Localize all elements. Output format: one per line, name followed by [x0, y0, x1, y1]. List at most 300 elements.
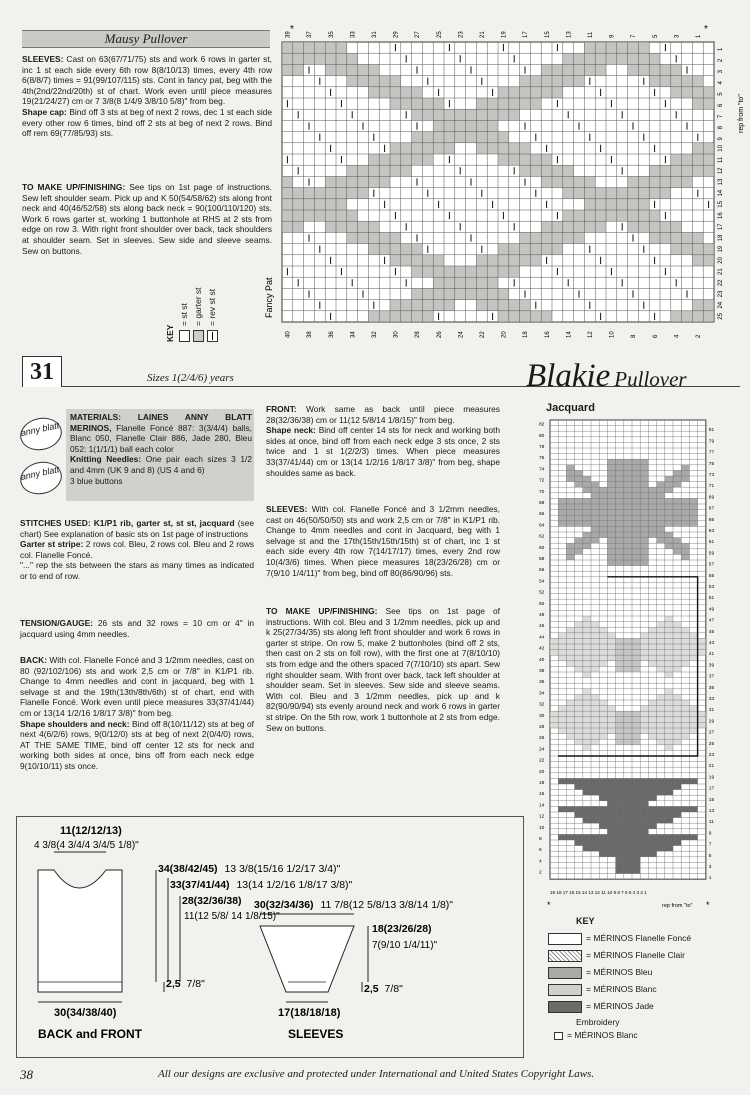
- jacquard-cell: [616, 470, 624, 476]
- mausy-key-title: KEY: [165, 324, 175, 342]
- jacquard-cell: [566, 515, 574, 521]
- jacquard-cell: [591, 504, 599, 510]
- mausy-row-label: 15: [718, 201, 724, 208]
- jacquard-cell: [632, 739, 640, 745]
- mausy-key-row: [179, 282, 193, 342]
- jacquard-cell: [648, 722, 656, 728]
- jacquard-cell: [624, 538, 632, 544]
- rib-inches: 7/8": [186, 978, 205, 990]
- jacquard-row-label: 58: [539, 557, 545, 562]
- neck-text: Bind off center 14 sts for neck and working both sides at once, bind off from each neck edge 3 sts once, 2 sts twice and 1 st 1(2/2/3) times. When piece measures 33(37/41/44) cm or 13(14 1/2/16 1/8/17 3/8)" from beg, shape shouldes same as back.: [266, 425, 500, 478]
- jacquard-cell: [648, 778, 656, 784]
- mausy-cell: [563, 176, 574, 187]
- mausy-col-label: 6: [652, 334, 659, 338]
- mausy-col-label: 20: [501, 331, 508, 338]
- jacquard-cell: [632, 549, 640, 555]
- mausy-cell: [541, 232, 552, 243]
- mausy-col-label: 33: [350, 31, 357, 38]
- jacquard-cell: [673, 734, 681, 740]
- jacquard-cell: [640, 498, 648, 504]
- jacquard-cell: [689, 498, 697, 504]
- jacquard-cell: [607, 801, 615, 807]
- jacquard-cell: [566, 644, 574, 650]
- mausy-cell: [649, 188, 660, 199]
- mausy-cell: [584, 199, 595, 210]
- jacquard-cell: [607, 846, 615, 852]
- mausy-cell: [595, 53, 606, 64]
- mausy-cell: [401, 255, 412, 266]
- jacquard-cell: [632, 661, 640, 667]
- jacquard-cell: [632, 722, 640, 728]
- blakie-key-item: = MÉRINOS Jade: [586, 1001, 654, 1011]
- mausy-cell: [541, 176, 552, 187]
- mausy-right-labels: [718, 47, 724, 320]
- jacquard-cell: [616, 711, 624, 717]
- mausy-shape-cap-label: Shape cap:: [22, 106, 67, 117]
- jacquard-cell: [648, 498, 656, 504]
- jacquard-cell: [616, 543, 624, 549]
- jacquard-cell: [665, 784, 673, 790]
- jacquard-cell: [624, 829, 632, 835]
- jacquard-cell: [550, 717, 558, 723]
- jacquard-cell: [640, 526, 648, 532]
- mausy-cell: [282, 221, 293, 232]
- jacquard-cell: [648, 834, 656, 840]
- mausy-cell: [530, 311, 541, 322]
- jacquard-cell: [640, 493, 648, 499]
- jacquard-cell: [591, 493, 599, 499]
- jacquard-cell: [681, 549, 689, 555]
- jacquard-cell: [616, 868, 624, 874]
- jacquard-cell: [648, 655, 656, 661]
- mausy-cell: [422, 266, 433, 277]
- jacquard-cell: [624, 790, 632, 796]
- mausy-col-label: 35: [328, 31, 335, 38]
- mausy-cell: [358, 165, 369, 176]
- mausy-cell: [541, 76, 552, 87]
- mausy-cell: [368, 87, 379, 98]
- jacquard-cell: [566, 470, 574, 476]
- jacquard-cell: [632, 795, 640, 801]
- mausy-col-label: 3: [674, 34, 681, 38]
- mausy-cell: [703, 143, 714, 154]
- jacquard-cell: [599, 840, 607, 846]
- mausy-cell: [563, 188, 574, 199]
- jacquard-cell: [607, 829, 615, 835]
- mausy-cell: [595, 221, 606, 232]
- jacquard-cell: [624, 823, 632, 829]
- jacquard-cell: [632, 823, 640, 829]
- jacquard-cell: [698, 717, 706, 723]
- mausy-cell: [628, 42, 639, 53]
- jacquard-cell: [599, 706, 607, 712]
- jacquard-cell: [550, 650, 558, 656]
- mausy-cell: [444, 300, 455, 311]
- mausy-cell: [617, 199, 628, 210]
- jacquard-row-label: 28: [539, 725, 545, 730]
- mausy-cell: [671, 154, 682, 165]
- mausy-cell: [692, 87, 703, 98]
- jacquard-cell: [632, 812, 640, 818]
- jacquard-cell: [583, 806, 591, 812]
- jacquard-cell: [583, 498, 591, 504]
- mausy-cell: [541, 244, 552, 255]
- jacquard-cell: [558, 498, 566, 504]
- jacquard-row-label: 66: [539, 512, 545, 518]
- jacquard-cell: [616, 823, 624, 829]
- mausy-cell: [282, 42, 293, 53]
- jacquard-cell: [657, 706, 665, 712]
- mausy-sleeves-text: Cast on 63(67/71/75) sts and work 6 rows in garter st, inc 1 st each side every 6th row 8(8/10/13) times, every 4th row 6(8/8/7) times = 91(99/107/115) sts. Cont in fancy pat, beg with the 4th(2nd/22nd/20th) st of chart. Work even until piece measures 19(21/24/27) cm or 7 3/8(8 1/4/9 3/8/10 5/8)" from beg.: [22, 54, 273, 107]
- jacquard-cell: [648, 784, 656, 790]
- jacquard-cell: [632, 521, 640, 527]
- jacquard-cell: [616, 538, 624, 544]
- jacquard-cell: [583, 790, 591, 796]
- mausy-cell: [498, 311, 509, 322]
- jacquard-cell: [665, 700, 673, 706]
- jacquard-cell: [648, 795, 656, 801]
- jacquard-cell: [599, 633, 607, 639]
- jacquard-cell: [665, 504, 673, 510]
- mausy-cell: [509, 154, 520, 165]
- jacquard-cell: [673, 476, 681, 482]
- mausy-cell: [476, 266, 487, 277]
- jacquard-row-label: 36: [539, 680, 545, 686]
- sleeve-height-inches: 7(9/10 1/4/11)": [372, 940, 438, 951]
- jacquard-cell: [566, 700, 574, 706]
- jacquard-cell: [591, 846, 599, 852]
- makeup-label: TO MAKE UP/FINISHING:: [266, 606, 378, 616]
- jacquard-cell: [632, 829, 640, 835]
- mausy-cell: [282, 64, 293, 75]
- jacquard-cell: [673, 655, 681, 661]
- mausy-cell: [379, 232, 390, 243]
- jacquard-cell: [624, 521, 632, 527]
- jacquard-row-label: 29: [708, 719, 715, 725]
- jacquard-cell: [616, 560, 624, 566]
- jacquard-cell: [665, 655, 673, 661]
- mausy-cell: [606, 210, 617, 221]
- mausy-row-label: 21: [718, 268, 724, 275]
- mausy-cell: [390, 76, 401, 87]
- jacquard-cell: [607, 498, 615, 504]
- mausy-cell: [628, 210, 639, 221]
- mausy-cell: [692, 165, 703, 176]
- jacquard-cell: [575, 778, 583, 784]
- jacquard-cell: [591, 734, 599, 740]
- mausy-cell: [412, 132, 423, 143]
- mausy-cell: [552, 244, 563, 255]
- mausy-cell: [541, 87, 552, 98]
- jacquard-cell: [632, 857, 640, 863]
- jacquard-cell: [681, 638, 689, 644]
- jacquard-cell: [624, 795, 632, 801]
- mausy-cell: [574, 176, 585, 187]
- height1-inches: 13 3/8(15/16 1/2/17 3/4)": [224, 863, 341, 875]
- mausy-cell: [638, 53, 649, 64]
- jacquard-row-label: 8: [539, 837, 542, 842]
- jacquard-cell: [673, 549, 681, 555]
- jacquard-cell: [665, 661, 673, 667]
- jacquard-cell: [616, 734, 624, 740]
- mausy-cell: [520, 154, 531, 165]
- mausy-cell: [444, 132, 455, 143]
- jacquard-cell: [665, 521, 673, 527]
- jacquard-cell: [665, 706, 673, 712]
- mausy-cell: [487, 300, 498, 311]
- mausy-cell: [574, 232, 585, 243]
- mausy-cell: [444, 266, 455, 277]
- jacquard-cell: [632, 806, 640, 812]
- mausy-col-label: 2: [695, 334, 702, 338]
- mausy-cell: [530, 87, 541, 98]
- jacquard-cell: [681, 806, 689, 812]
- jacquard-cell: [632, 644, 640, 650]
- jacquard-row-label: 70: [539, 489, 545, 495]
- mausy-cell: [422, 300, 433, 311]
- mausy-cell: [541, 165, 552, 176]
- jacquard-cell: [624, 722, 632, 728]
- jacquard-cell: [648, 644, 656, 650]
- jacquard-cell: [583, 532, 591, 538]
- jacquard-cell: [632, 868, 640, 874]
- jacquard-cell: [640, 784, 648, 790]
- jacquard-cell: [591, 784, 599, 790]
- mausy-row-label: 10: [718, 145, 724, 152]
- jacquard-row-label: 16: [539, 792, 545, 798]
- mausy-cell: [692, 255, 703, 266]
- garter-text: 2 rows col. Bleu, 2 rows col. Bleu and 2 rows col. Flanelle Foncé.: [20, 539, 254, 560]
- jacquard-cell: [583, 622, 591, 628]
- jacquard-cell: [624, 734, 632, 740]
- jacquard-cell: [657, 784, 665, 790]
- mausy-col-label: 10: [609, 331, 616, 338]
- jacquard-cell: [689, 778, 697, 784]
- mausy-cell: [412, 300, 423, 311]
- jacquard-cell: [648, 734, 656, 740]
- jacquard-cell: [616, 834, 624, 840]
- jacquard-cell: [575, 498, 583, 504]
- mausy-cell: [649, 165, 660, 176]
- jacquard-row-label: 43: [708, 641, 715, 646]
- blakie-key-item: = MÉRINOS Bleu: [586, 967, 653, 977]
- jacquard-cell: [681, 470, 689, 476]
- jacquard-row-label: 78: [539, 445, 545, 450]
- jacquard-cell: [599, 532, 607, 538]
- jacquard-cell: [599, 711, 607, 717]
- mausy-cell: [358, 76, 369, 87]
- mausy-cell: [390, 300, 401, 311]
- jacquard-cell: [673, 694, 681, 700]
- jacquard-cell: [575, 784, 583, 790]
- mausy-cell: [520, 76, 531, 87]
- mausy-cell: [412, 266, 423, 277]
- mausy-cell: [660, 232, 671, 243]
- jacquard-cell: [648, 526, 656, 532]
- mausy-col-label: 13: [566, 31, 573, 38]
- mausy-cell: [433, 277, 444, 288]
- jacquard-cell: [591, 627, 599, 633]
- jacquard-cell: [657, 728, 665, 734]
- jacquard-cell: [689, 510, 697, 516]
- jacquard-cell: [640, 465, 648, 471]
- jacquard-cell: [665, 728, 673, 734]
- mausy-cell: [466, 288, 477, 299]
- mausy-cell: [498, 132, 509, 143]
- jacquard-cell: [575, 655, 583, 661]
- jacquard-cell: [607, 560, 615, 566]
- jacquard-cell: [624, 711, 632, 717]
- jacquard-cell: [583, 734, 591, 740]
- jacquard-cell: [607, 510, 615, 516]
- jacquard-cell: [640, 823, 648, 829]
- jacquard-cell: [591, 633, 599, 639]
- jacquard-cell: [583, 728, 591, 734]
- mausy-cell: [520, 311, 531, 322]
- jacquard-cell: [558, 633, 566, 639]
- buttons-text: 3 blue buttons: [70, 475, 123, 486]
- mausy-cell: [412, 87, 423, 98]
- mausy-title: Mausy Pullover: [104, 31, 188, 46]
- jacquard-cell: [648, 851, 656, 857]
- mausy-cell: [509, 109, 520, 120]
- jacquard-cell: [575, 717, 583, 723]
- jacquard-cell: [607, 515, 615, 521]
- jacquard-cell: [689, 722, 697, 728]
- mausy-cell: [422, 288, 433, 299]
- mausy-col-label: 36: [328, 331, 335, 338]
- jacquard-cell: [673, 482, 681, 488]
- jacquard-row-label: 12: [539, 814, 545, 820]
- jacquard-cell: [648, 806, 656, 812]
- mausy-cell: [368, 244, 379, 255]
- jacquard-cell: [632, 487, 640, 493]
- jacquard-cell: [583, 476, 591, 482]
- jacquard-cell: [624, 778, 632, 784]
- jacquard-cell: [632, 482, 640, 488]
- mausy-cell: [638, 221, 649, 232]
- mausy-cell: [304, 210, 315, 221]
- jacquard-cell: [665, 543, 673, 549]
- jacquard-cell: [632, 510, 640, 516]
- jacquard-cell: [558, 711, 566, 717]
- mausy-row-label: 25: [718, 313, 724, 320]
- mausy-cell: [509, 143, 520, 154]
- jacquard-cell: [673, 722, 681, 728]
- jacquard-cell: [673, 521, 681, 527]
- jacquard-cell: [665, 834, 673, 840]
- jacquard-cell: [657, 661, 665, 667]
- mausy-col-label: 40: [285, 331, 292, 338]
- jacquard-cell: [689, 711, 697, 717]
- jacquard-cell: [632, 862, 640, 868]
- mausy-cell: [487, 132, 498, 143]
- mausy-cell: [412, 288, 423, 299]
- jacquard-cell: [689, 650, 697, 656]
- jacquard-cell: [607, 834, 615, 840]
- mausy-cell: [520, 143, 531, 154]
- jacquard-cell: [632, 846, 640, 852]
- rib-label: [166, 978, 205, 990]
- jacquard-cell: [673, 543, 681, 549]
- jacquard-cell: [665, 806, 673, 812]
- jacquard-cell: [583, 689, 591, 695]
- jacquard-cell: [624, 560, 632, 566]
- mausy-cell: [520, 98, 531, 109]
- jacquard-cell: [648, 510, 656, 516]
- mausy-row-label: 4: [718, 81, 724, 85]
- jacquard-cell: [616, 498, 624, 504]
- mausy-cell: [401, 154, 412, 165]
- jacquard-cell: [681, 521, 689, 527]
- jacquard-cell: [607, 638, 615, 644]
- jacquard-cell: [640, 487, 648, 493]
- jacquard-cell: [558, 806, 566, 812]
- mausy-cell: [444, 143, 455, 154]
- jacquard-cell: [624, 504, 632, 510]
- jacquard-cell: [624, 862, 632, 868]
- stitches-text: (see chart) See explanation of basic sts on 1st page of instructions: [20, 518, 255, 539]
- jacquard-cell: [607, 784, 615, 790]
- jacquard-cell: [632, 526, 640, 532]
- jacquard-cell: [583, 543, 591, 549]
- jacquard-cell: [657, 498, 665, 504]
- mausy-cell: [422, 154, 433, 165]
- mausy-cell: [325, 221, 336, 232]
- mausy-cell: [563, 232, 574, 243]
- jacquard-cell: [591, 739, 599, 745]
- jacquard-cell: [599, 851, 607, 857]
- jacquard-cell: [583, 722, 591, 728]
- jacquard-cell: [616, 851, 624, 857]
- jacquard-row-label: 81: [708, 428, 715, 434]
- blakie-makeup: [266, 606, 500, 733]
- jacquard-cell: [624, 476, 632, 482]
- jacquard-cell: [640, 818, 648, 824]
- jacquard-cell: [648, 728, 656, 734]
- jacquard-cell: [673, 666, 681, 672]
- jacquard-cell: [657, 694, 665, 700]
- jacquard-row-label: 19: [708, 775, 715, 781]
- jacquard-cell: [575, 538, 583, 544]
- mausy-cell: [530, 244, 541, 255]
- jacquard-row-label: 35: [708, 685, 715, 691]
- jacquard-cell: [616, 666, 624, 672]
- jacquard-cell: [681, 498, 689, 504]
- jacquard-cell: [698, 650, 706, 656]
- jacquard-cell: [575, 739, 583, 745]
- jacquard-cell: [616, 778, 624, 784]
- jacquard-cell: [624, 549, 632, 555]
- mausy-cell: [401, 143, 412, 154]
- jacquard-cell: [616, 722, 624, 728]
- mausy-cell: [379, 176, 390, 187]
- jacquard-cell: [558, 521, 566, 527]
- mausy-cell: [703, 87, 714, 98]
- jacquard-cell: [607, 633, 615, 639]
- jacquard-cell: [640, 521, 648, 527]
- jacquard-cell: [665, 790, 673, 796]
- jacquard-cell: [665, 734, 673, 740]
- mausy-cell: [368, 154, 379, 165]
- mausy-cell: [563, 210, 574, 221]
- mausy-cell: [541, 221, 552, 232]
- mausy-cell: [498, 109, 509, 120]
- jacquard-cell: [575, 834, 583, 840]
- sleeve-rib-cm: 2,5: [364, 983, 379, 995]
- mausy-cell: [358, 232, 369, 243]
- jacquard-cell: [616, 554, 624, 560]
